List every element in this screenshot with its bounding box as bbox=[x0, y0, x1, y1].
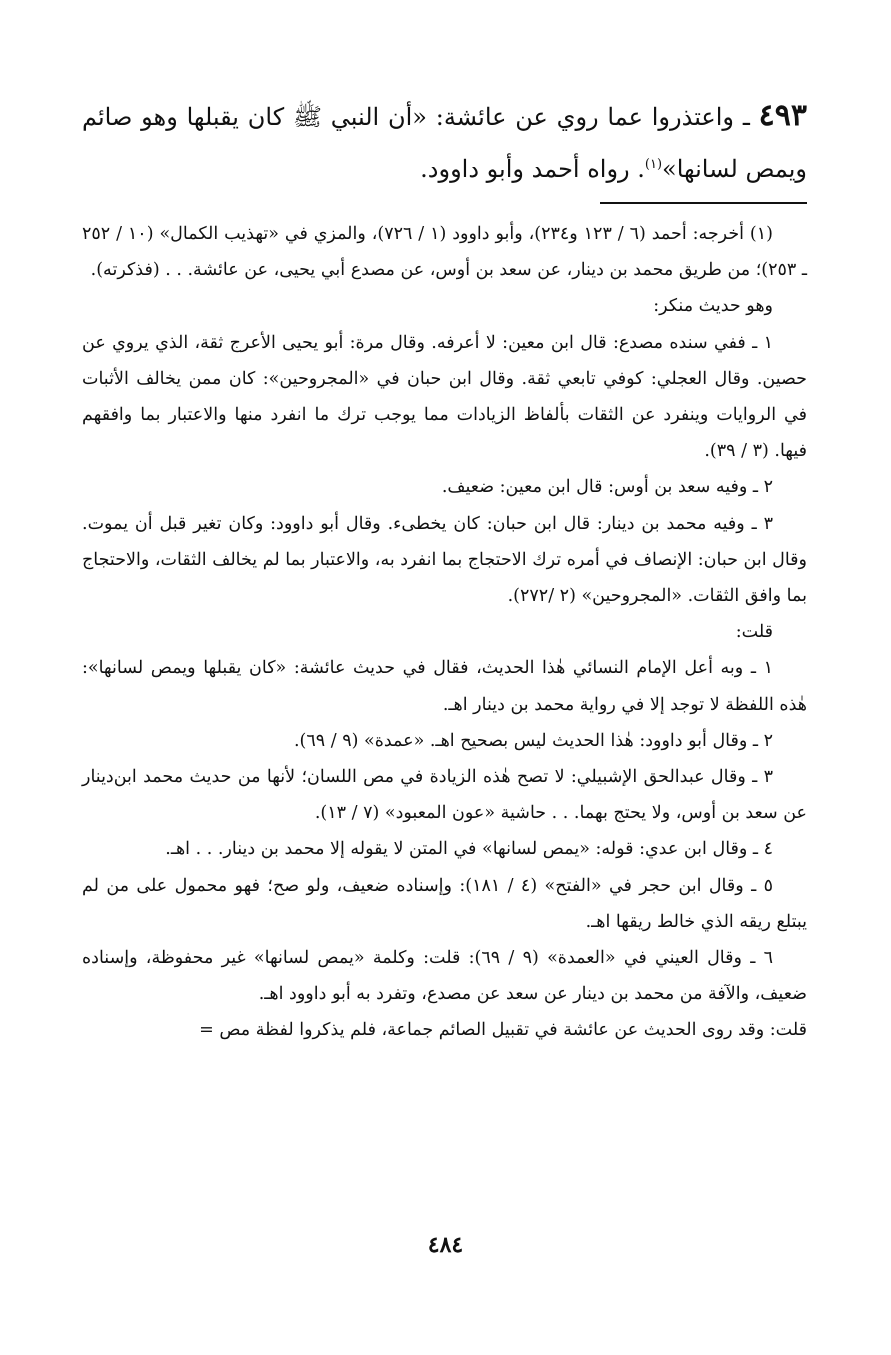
footnote-separator-rule bbox=[600, 202, 807, 204]
footnote-munkar-heading: وهو حديث منكر: bbox=[653, 296, 773, 317]
footnote-reason-1: ١ ـ ففي سنده مصدع: قال ابن معين: لا أعرفه. وقال مرة: أبو يحيى الأعرج ثقة، الذي يروي عن حصين. وقال العجلي: كوفي تابعي ثقة. وقال ابن حبان في «المجروحين»: كان ممن يخالف الأثبات في الروايات وينفرد عن الثقات بألفاظ الزيادات مما يوجب ترك ما انفرد منها والاعتبار بما وافقهم فيها. (٣ / ٣٩). bbox=[82, 332, 807, 462]
footnote-reference[interactable]: (١) bbox=[644, 157, 663, 172]
footnote-point-1: ١ ـ وبه أعل الإمام النسائي هٰذا الحديث، فقال في حديث عائشة: «كان يقبلها ويمص لسانها»: هٰذه اللفظة لا توجد إلا في رواية محمد بن دينار اهـ. bbox=[82, 658, 807, 715]
hadith-text-part1: ـ واعتذروا عما روي عن عائشة: «أن النبي ﷺ كان يقبلها وهو صائم ويمص لسانها» bbox=[82, 103, 807, 183]
hadith-number: ٤٩٣ bbox=[758, 98, 807, 133]
footnote-point-3: ٣ ـ وقال عبدالحق الإشبيلي: لا تصح هٰذه الزيادة في مص اللسان؛ لأنها من حديث محمد ابن‌دينار عن سعد بن أوس، ولا يحتج بهما. . . حاشية «عون المعبود» (٧ / ١٣). bbox=[82, 767, 807, 824]
hadith-text-part2: . رواه أحمد وأبو داوود. bbox=[420, 155, 645, 183]
footnote-qultu-heading: قلت: bbox=[735, 622, 773, 643]
footnote-point-5: ٥ ـ وقال ابن حجر في «الفتح» (٤ / ١٨١): وإسناده ضعيف، ولو صح؛ فهو محمول على من لم يبتلع ريقه الذي خالط ريقها اهـ. bbox=[82, 875, 807, 932]
footnotes-section bbox=[82, 216, 807, 1049]
footnote-1-intro: (١) أخرجه: أحمد (٦ / ١٢٣ و٢٣٤)، وأبو داوود (١ / ٧٢٦)، والمزي في «تهذيب الكمال» (١٠ / ٢٥٢ ـ ٢٥٣)؛ من طريق محمد بن دينار، عن سعد بن أوس، عن مصدع أبي يحيى، عن عائشة. . . (فذكرته). bbox=[82, 224, 807, 281]
hadith-paragraph bbox=[82, 90, 807, 195]
footnote-point-2: ٢ ـ وقال أبو داوود: هٰذا الحديث ليس بصحيح اهـ. «عمدة» (٩ / ٦٩). bbox=[293, 730, 773, 751]
footnote-point-4: ٤ ـ وقال ابن عدي: قوله: «يمص لسانها» في المتن لا يقوله إلا محمد بن دينار. . . اهـ. bbox=[165, 839, 773, 860]
footnote-closing: قلت: وقد روى الحديث عن عائشة في تقبيل الصائم جماعة، فلم يذكروا لفظة مص = bbox=[199, 1020, 807, 1041]
footnote-point-6: ٦ ـ وقال العيني في «العمدة» (٩ / ٦٩): قلت: وكلمة «يمص لسانها» غير محفوظة، وإسناده ضعيف، والآفة من محمد بن دينار عن سعد عن مصدع، وتفرد به أبو داوود اهـ. bbox=[82, 948, 807, 1005]
footnote-reason-2: ٢ ـ وفيه سعد بن أوس: قال ابن معين: ضعيف. bbox=[441, 477, 773, 498]
page-number: ٤٨٤ bbox=[427, 1232, 464, 1258]
footnote-reason-3: ٣ ـ وفيه محمد بن دينار: قال ابن حبان: كان يخطىء. وقال أبو داوود: وكان تغير قبل أن يموت. وقال ابن حبان: الإنصاف في أمره ترك الاحتجاج بما انفرد به، والاعتبار بما لم يخالف الثقات، والاحتجاج بما وافق الثقات. «المجروحين» (٢ /٢٧٢). bbox=[82, 513, 807, 607]
